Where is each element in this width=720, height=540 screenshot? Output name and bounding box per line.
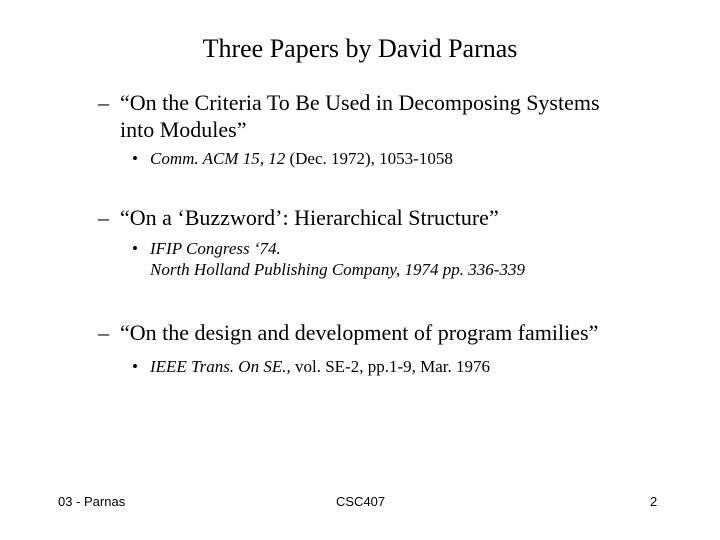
citation-2-line2: North Holland Publishing Company, 1974 pp. 336-339	[150, 260, 525, 279]
paper-title-1-line2: into Modules”	[120, 117, 247, 142]
paper-citation-1	[132, 148, 692, 169]
footer-page-number: 2	[650, 494, 658, 509]
dash-marker: –	[98, 320, 109, 345]
citation-1-details: (Dec. 1972), 1053-1058	[285, 149, 453, 168]
footer-course-code: CSC407	[336, 494, 386, 509]
paper-title-3: “On the design and development of program families”	[120, 320, 599, 345]
bullet-marker: •	[132, 149, 138, 168]
citation-3-journal: IEEE Trans. On SE.,	[150, 357, 291, 376]
bullet-marker: •	[132, 357, 138, 376]
paper-title-1	[120, 89, 698, 143]
paper-citation-3	[132, 356, 692, 377]
slide-title: Three Papers by David Parnas	[202, 34, 518, 63]
paper-item-3	[98, 319, 698, 346]
bullet-marker: •	[132, 239, 138, 258]
paper-title-1-line1: “On the Criteria To Be Used in Decomposing Systems	[120, 90, 600, 115]
dash-marker: –	[98, 205, 109, 230]
paper-item-1	[98, 89, 698, 143]
citation-1-journal: Comm. ACM 15, 12	[150, 149, 286, 168]
citation-2-line1: IFIP Congress ‘74.	[150, 239, 281, 258]
paper-citation-2	[132, 238, 692, 280]
citation-3-details: vol. SE-2, pp.1-9, Mar. 1976	[290, 357, 491, 376]
paper-item-2	[98, 204, 698, 231]
dash-marker: –	[98, 90, 109, 115]
footer-course-section: 03 - Parnas	[58, 494, 126, 509]
paper-title-2: “On a ‘Buzzword’: Hierarchical Structure”	[120, 205, 499, 230]
